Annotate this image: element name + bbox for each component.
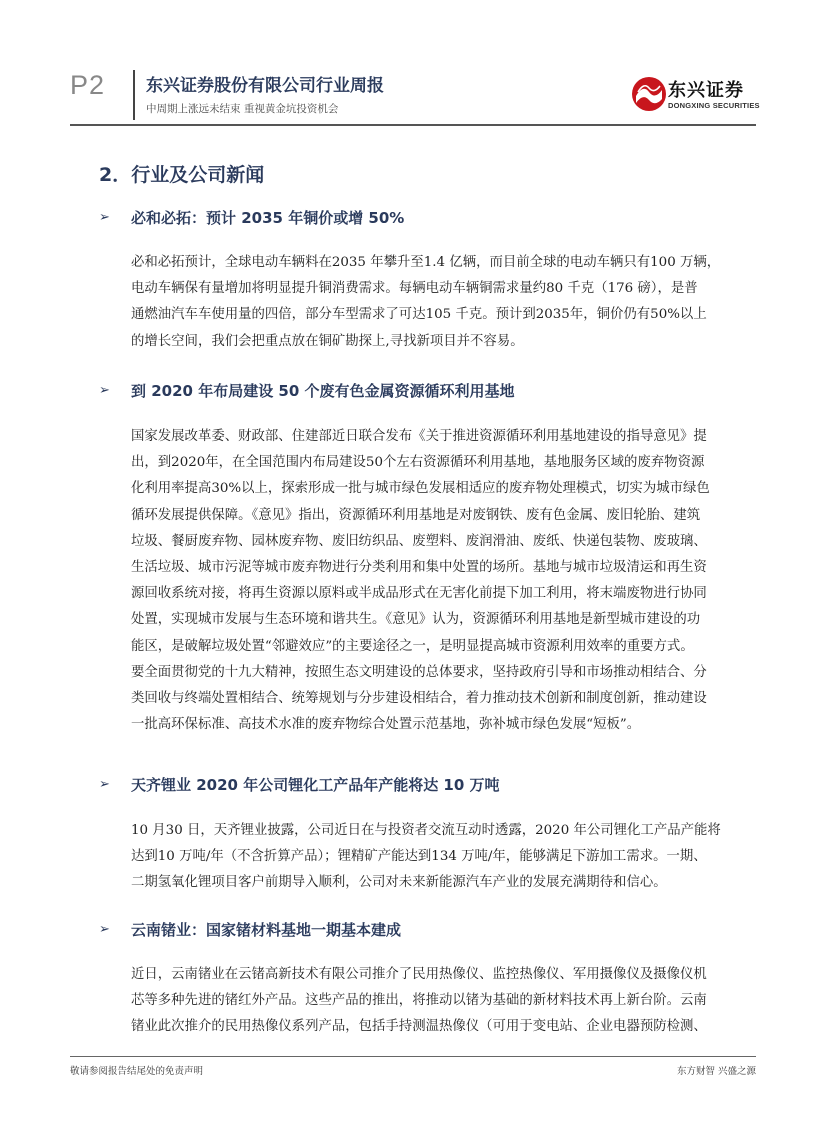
paragraph-line: 近日，云南锗业在云锗高新技术有限公司推介了民用热像仪、监控热像仪、军用摄像仪及摄像仪机 <box>131 967 707 982</box>
paragraph-line: 能区，是破解垃圾处置“邻避效应”的主要途径之一，是明显提高城市资源利用效率的重要方式。 <box>131 638 694 654</box>
logo-english-name: DONGXING SECURITIES <box>668 101 760 110</box>
paragraph-line: 二期氢氧化锂项目客户前期导入顺利，公司对未来新能源汽车产业的发展充满期待和信心。 <box>131 875 667 891</box>
paragraph-line: 出，到2020年，在全国范围内布局建设50个左右资源循环利用基地，基地服务区域的废弃物资源 <box>131 455 705 471</box>
header-rule <box>70 124 756 126</box>
paragraph-line: 处置，实现城市发展与生态环境和谐共生。《意见》认为，资源循环利用基地是新型城市建设的功 <box>131 612 701 628</box>
paragraph-line: 达到10 万吨/年（不含折算产品）；锂精矿产能达到134 万吨/年，能够满足下游加工需求。一期、 <box>131 849 707 865</box>
paragraph-line: 锗业此次推介的民用热像仪系列产品，包括手持测温热像仪（可用于变电站、企业电器预防检测、 <box>131 1019 707 1035</box>
news-bullet-icon: ➢ <box>99 210 110 225</box>
news-heading: 必和必拓：预计 2035 年铜价或增 50% <box>131 209 405 227</box>
paragraph-line: 芯等多种先进的锗红外产品。这些产品的推出，将推动以锗为基础的新材料技术再上新台阶。云南 <box>131 993 707 1009</box>
news-paragraph <box>131 818 757 897</box>
paragraph-line: 国家发展改革委、财政部、住建部近日联合发布《关于推进资源循环利用基地建设的指导意见》提 <box>131 429 707 444</box>
paragraph-line: 化利用率提高30%以上，探索形成一批与城市绿色发展相适应的废弃物处理模式，切实为城市绿色 <box>131 481 710 497</box>
paragraph-line: 一批高环保标准、高技术水准的废弃物综合处置示范基地，弥补城市绿色发展“短板”。 <box>131 717 641 733</box>
paragraph-line: 循环发展提供保障。《意见》指出，资源循环利用基地是对废钢铁、废有色金属、废旧轮胎、建筑 <box>131 507 701 523</box>
news-paragraph <box>131 250 757 355</box>
paragraph-line: 生活垃圾、城市污泥等城市废弃物进行分类利用和集中处置的场所。基地与城市垃圾清运和再生资 <box>131 560 707 576</box>
news-bullet-icon: ➢ <box>99 777 110 792</box>
paragraph-line: 要全面贯彻党的十九大精神，按照生态文明建设的总体要求，坚持政府引导和市场推动相结合、分 <box>131 664 707 680</box>
header-divider-vertical <box>133 70 135 120</box>
paragraph-line: 10 月30 日，天齐锂业披露，公司近日在与投资者交流互动时透露，2020 年公司锂化工产品产能将 <box>131 823 721 838</box>
paragraph-line: 通燃油汽车车使用量的四倍，部分车型需求了可达105 千克。预计到2035年，铜价仍有50%以上 <box>131 307 707 323</box>
news-bullet-icon: ➢ <box>99 922 110 937</box>
paragraph-line: 垃圾、餐厨废弃物、园林废弃物、废旧纺织品、废塑料、废润滑油、废纸、快递包装物、废玻璃、 <box>131 533 707 549</box>
report-title: 东兴证券股份有限公司行业周报 <box>146 76 384 96</box>
paragraph-line: 类回收与终端处置相结合、统筹规划与分步建设相结合，着力推动技术创新和制度创新，推动建设 <box>131 691 707 707</box>
news-paragraph <box>131 962 757 1041</box>
news-heading: 天齐锂业 2020 年公司锂化工产品年产能将达 10 万吨 <box>131 776 500 794</box>
logo-chinese-name: 东兴证券 <box>668 80 744 101</box>
footer-disclaimer-note: 敬请参阅报告结尾处的免责声明 <box>70 1066 204 1077</box>
page-number: P2 <box>70 70 106 100</box>
section-title: 2．行业及公司新闻 <box>99 164 265 186</box>
paragraph-line: 的增长空间，我们会把重点放在铜矿勘探上,寻找新项目并不容易。 <box>131 333 524 349</box>
paragraph-line: 必和必拓预计，全球电动车辆料在2035 年攀升至1.4 亿辆，而目前全球的电动车辆只有100 万辆， <box>131 255 721 270</box>
footer-rule <box>70 1056 756 1057</box>
news-bullet-icon: ➢ <box>99 383 110 398</box>
news-heading: 到 2020 年布局建设 50 个废有色金属资源循环利用基地 <box>131 382 515 400</box>
news-heading: 云南锗业：国家锗材料基地一期基本建成 <box>131 921 402 939</box>
news-paragraph <box>131 424 757 738</box>
paragraph-line: 源回收系统对接，将再生资源以原料或半成品形式在无害化前提下加工利用，将末端废物进行协同 <box>131 586 707 602</box>
report-subtitle: 中周期上涨远未结束 重视黄金坑投资机会 <box>146 103 339 115</box>
paragraph-line: 电动车辆保有量增加将明显提升铜消费需求。每辆电动车辆铜需求量约80 千克（176 磅），是普 <box>131 281 698 297</box>
footer-slogan: 东方财智 兴盛之源 <box>676 1066 756 1077</box>
